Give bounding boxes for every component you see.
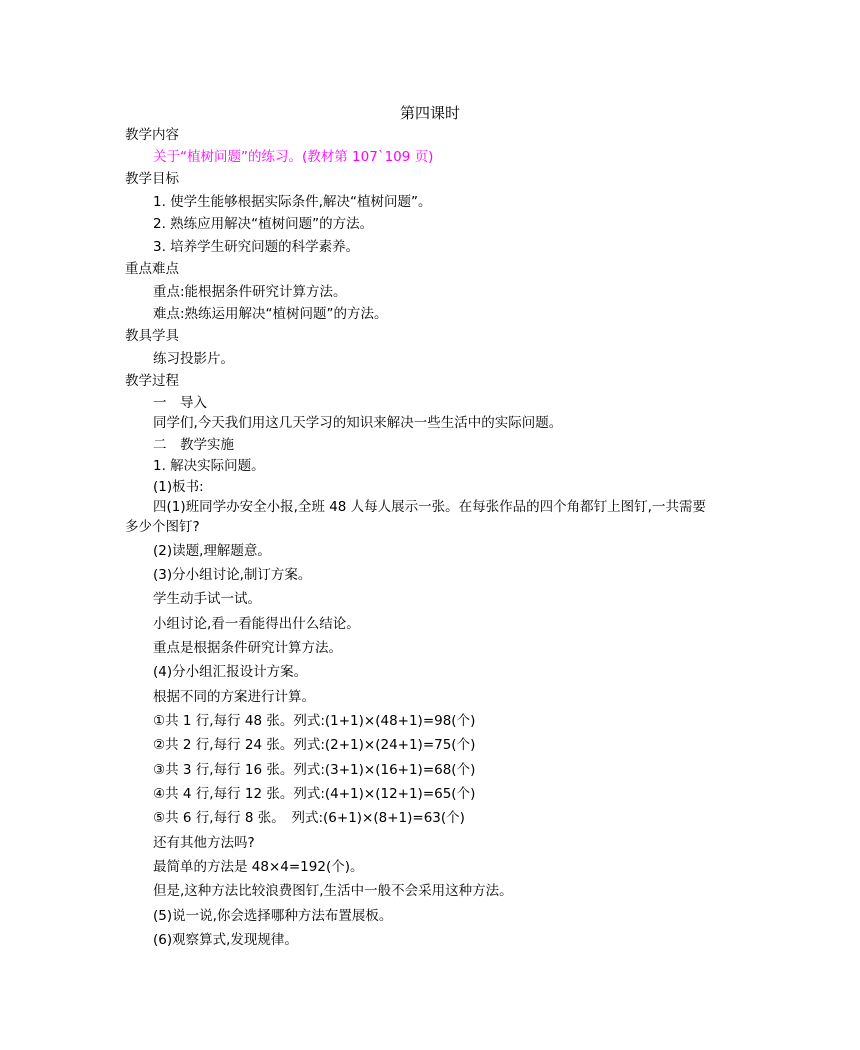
goals-heading: 教学目标 (125, 171, 179, 187)
process-line: 一 导入 (153, 395, 207, 411)
key-heading: 重点难点 (125, 261, 179, 277)
step-line: 还有其他方法吗? (153, 835, 255, 851)
lesson-title: 第四课时 (399, 104, 460, 122)
step-line: (3)分小组讨论,制订方案。 (153, 567, 312, 583)
process-line: (1)板书: (153, 479, 204, 495)
plan-line: ③共 3 行,每行 16 张。列式:(3+1)×(16+1)=68(个) (153, 762, 476, 778)
goal-item: 2. 熟练应用解决“植树问题”的方法。 (153, 216, 374, 232)
tools-text: 练习投影片。 (153, 351, 234, 367)
process-heading: 教学过程 (125, 373, 179, 389)
step-line: 小组讨论,看一看能得出什么结论。 (153, 616, 360, 632)
plan-line: ⑤共 6 行,每行 8 张。 列式:(6+1)×(8+1)=63(个) (153, 810, 465, 826)
plan-line: ④共 4 行,每行 12 张。列式:(4+1)×(12+1)=65(个) (153, 786, 476, 802)
process-line: 1. 解决实际问题。 (153, 458, 265, 474)
process-line: 同学们,今天我们用这几天学习的知识来解决一些生活中的实际问题。 (153, 415, 563, 431)
step-line: 学生动手试一试。 (153, 591, 261, 607)
tools-heading: 教具学具 (125, 328, 179, 344)
plan-line: ①共 1 行,每行 48 张。列式:(1+1)×(48+1)=98(个) (153, 713, 476, 729)
step-line: (5)说一说,你会选择哪种方法布置展板。 (153, 908, 393, 924)
content-text: 关于“植树问题”的练习。(教材第 107`109 页) (153, 149, 434, 165)
plan-line: ②共 2 行,每行 24 张。列式:(2+1)×(24+1)=75(个) (153, 737, 476, 753)
content-heading: 教学内容 (125, 127, 179, 143)
step-line: 根据不同的方案进行计算。 (153, 689, 315, 705)
goal-item: 3. 培养学生研究问题的科学素养。 (153, 239, 360, 255)
step-line: (6)观察算式,发现规律。 (153, 932, 298, 948)
process-line: 二 教学实施 (153, 437, 234, 453)
key-point: 重点:能根据条件研究计算方法。 (153, 284, 347, 300)
step-line: 最简单的方法是 48×4=192(个)。 (153, 859, 364, 875)
step-line: (4)分小组汇报设计方案。 (153, 664, 308, 680)
key-point: 难点:熟练运用解决“植树问题”的方法。 (153, 306, 388, 322)
step-line: (2)读题,理解题意。 (153, 543, 271, 559)
problem-text-line2: 多少个图钉? (125, 519, 200, 535)
goal-item: 1. 使学生能够根据实际条件,解决“植树问题”。 (153, 194, 432, 210)
step-line: 但是,这种方法比较浪费图钉,生活中一般不会采用这种方法。 (153, 883, 513, 899)
problem-text-line1: 四(1)班同学办安全小报,全班 48 人每人展示一张。在每张作品的四个角都钉上图钉,一共需要 (153, 499, 706, 515)
step-line: 重点是根据条件研究计算方法。 (153, 640, 342, 656)
